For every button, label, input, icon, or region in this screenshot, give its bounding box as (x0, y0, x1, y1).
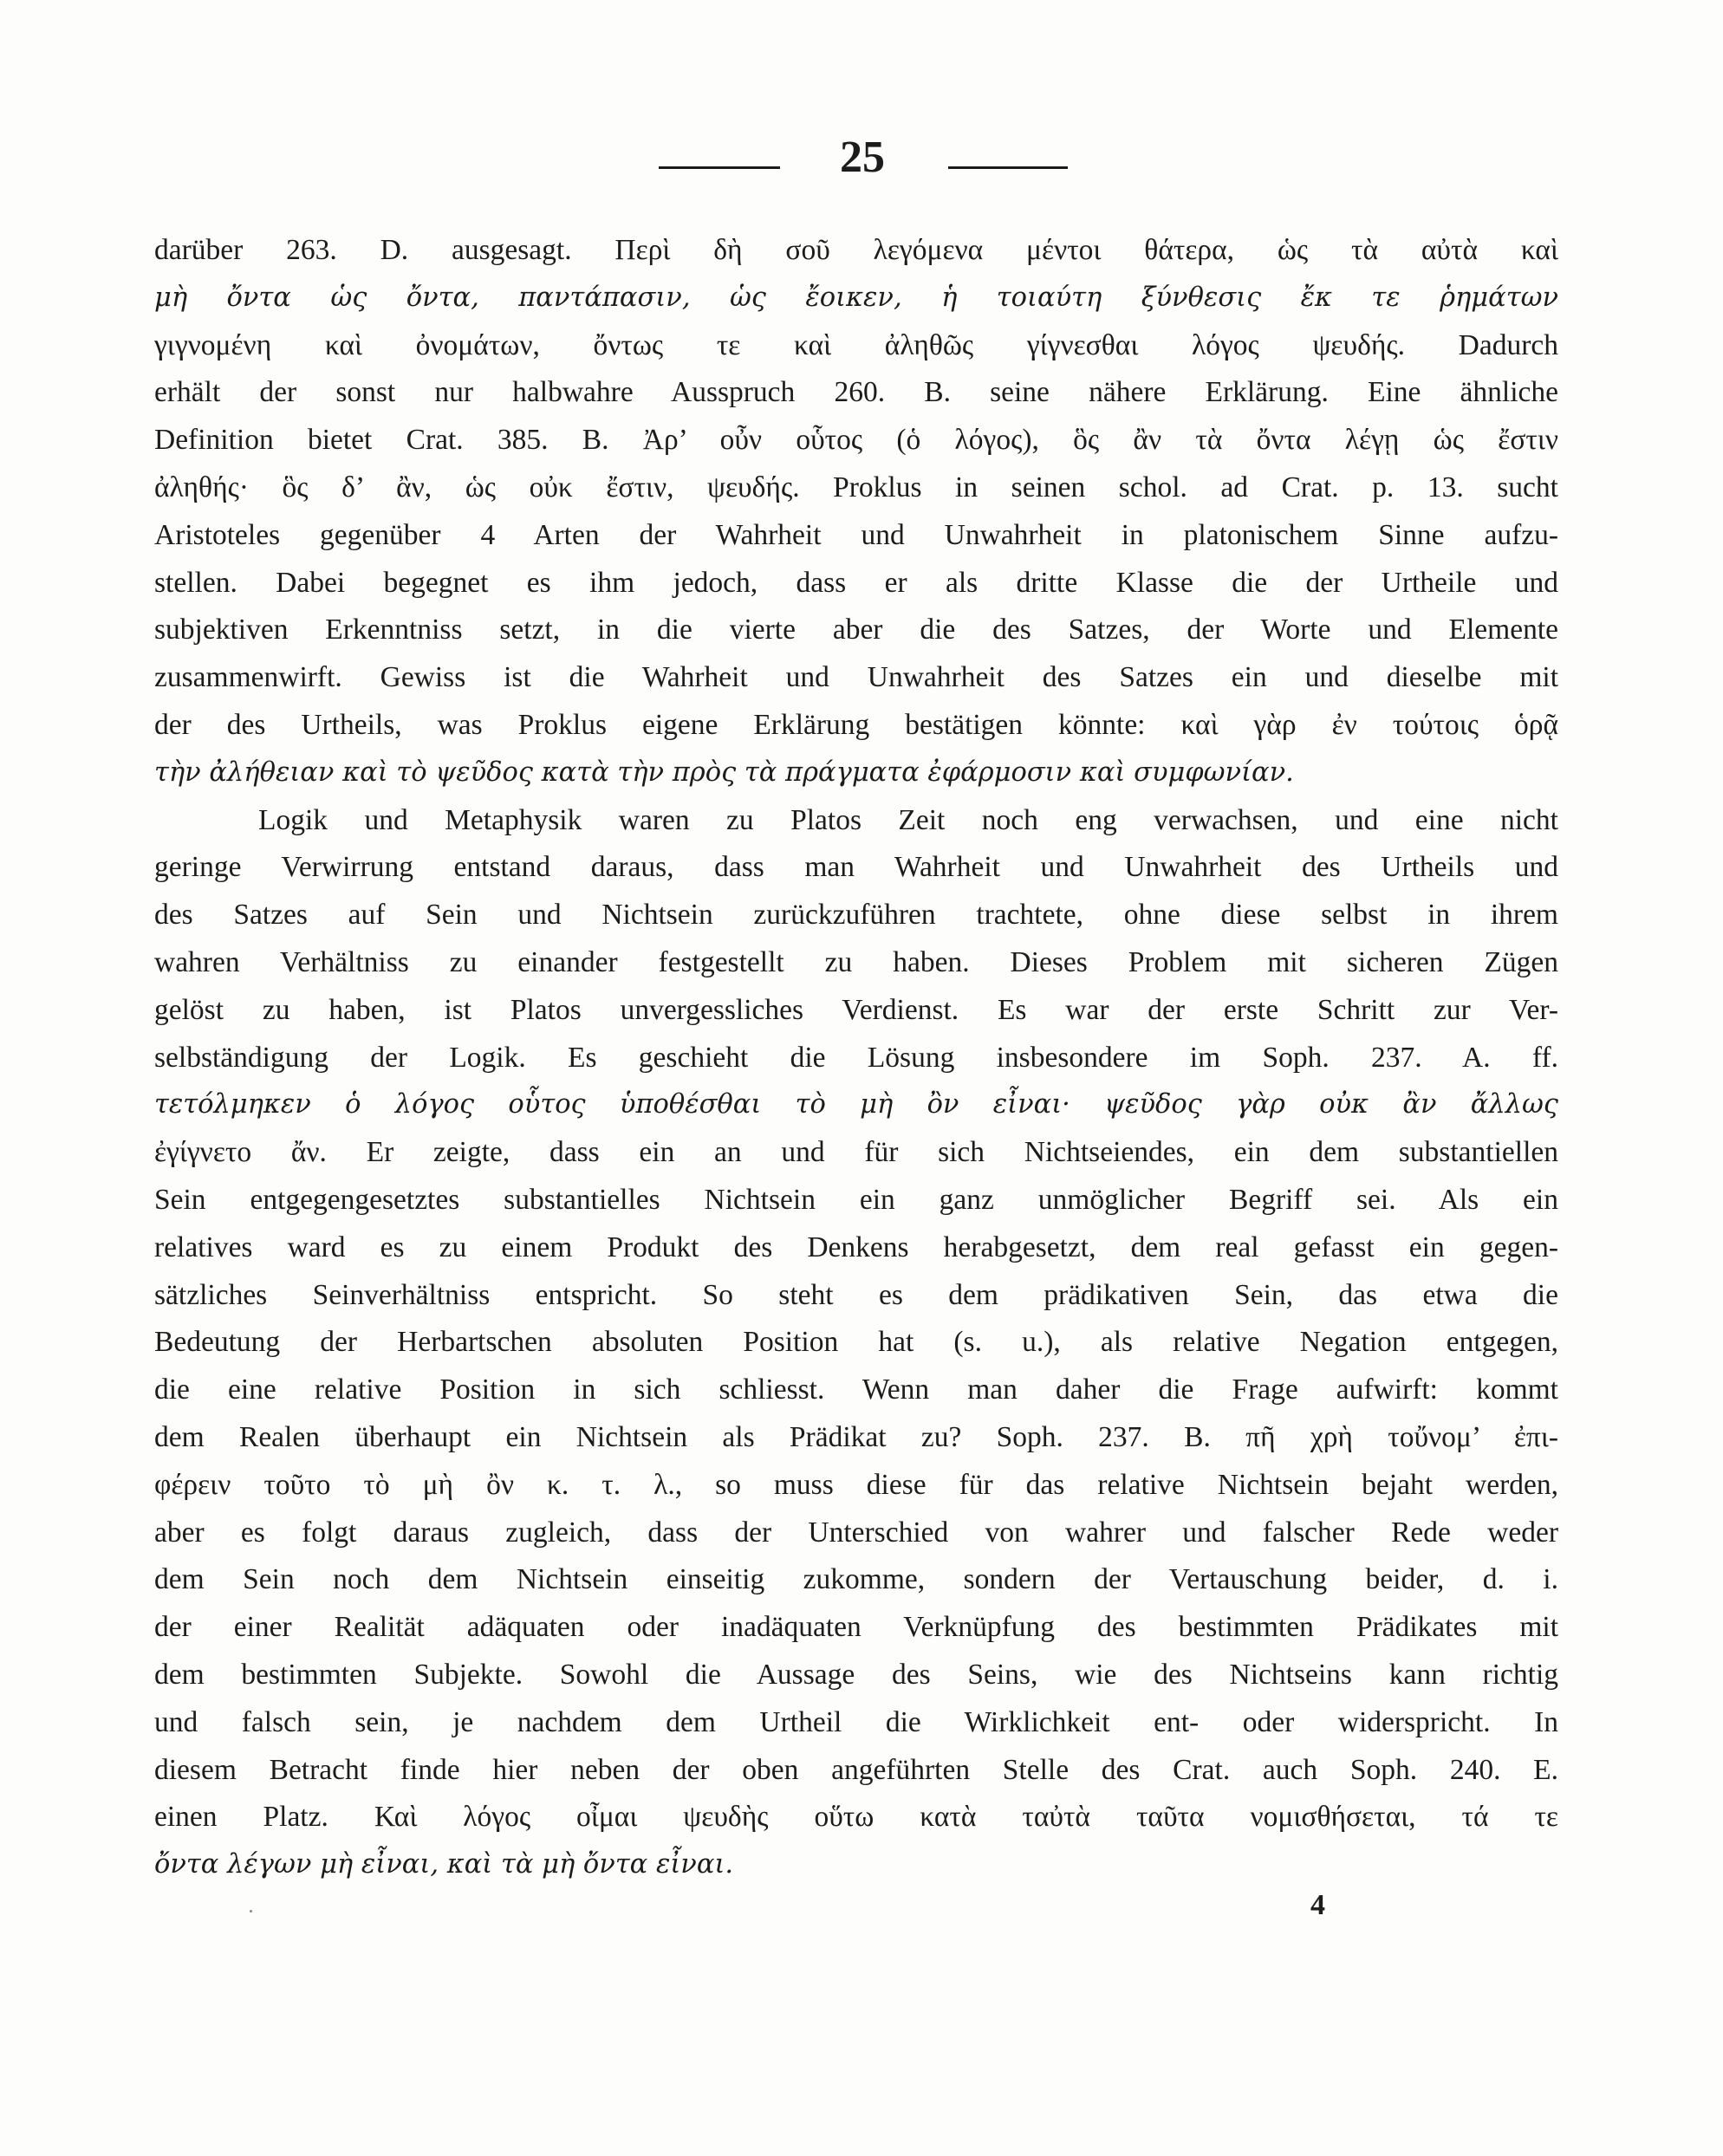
text-line: des Satzes auf Sein und Nichtsein zurückzuführen trachtete, ohne diese selbst in ihrem (154, 899, 1558, 932)
text-line: γιγνομένη καὶ ὀνομάτων, ὄντως τε καὶ ἀληθῶς γίγνεσθαι λόγος ψευδής. Dadurch (154, 328, 1558, 361)
page-header (0, 132, 1723, 184)
stray-dot (250, 1910, 252, 1912)
text-line: ἐγίγνετο ἄν. Er zeigte, dass ein an und für sich Nichtseiendes, ein dem substantiellen (154, 1136, 1558, 1169)
text-line: zusammenwirft. Gewiss ist die Wahrheit und Unwahrheit des Satzes ein und dieselbe mit (154, 661, 1558, 694)
text-line: τὴν ἀλήθειαν καὶ τὸ ψεῦδος κατὰ τὴν πρὸς τὰ πράγματα ἐφάρμοσιν καὶ συμφωνίαν. (154, 757, 1294, 788)
text-line: sätzliches Seinverhältniss entspricht. So steht es dem prädikativen Sein, das etwa die (154, 1278, 1558, 1311)
header-rule-left (659, 166, 780, 169)
text-line: dem Sein noch dem Nichtsein einseitig zukomme, sondern der Vertauschung beider, d. i. (154, 1563, 1558, 1596)
body-text (154, 227, 1558, 1889)
text-line: und falsch sein, je nachdem dem Urtheil die Wirklichkeit ent- oder widerspricht. In (154, 1705, 1558, 1738)
text-line: Aristoteles gegenüber 4 Arten der Wahrheit und Unwahrheit in platonischem Sinne aufzu- (154, 518, 1558, 551)
text-line: μὴ ὄντα ὡς ὄντα, παντάπασιν, ὡς ἔοικεν, ἡ τοιαύτη ξύνθεσις ἔκ τε ῥημάτων (154, 282, 1558, 313)
text-line: ἀληθής· ὃς δ’ ἂν, ὡς οὐκ ἔστιν, ψευδής. Proklus in seinen schol. ad Crat. p. 13. sucht (154, 471, 1558, 503)
header-rule-right (948, 166, 1068, 169)
text-line: φέρειν τοῦτο τὸ μὴ ὂν κ. τ. λ., so muss diese für das relative Nichtsein bejaht werden, (154, 1468, 1558, 1501)
text-line: die eine relative Position in sich schliesst. Wenn man daher die Frage aufwirft: kommt (154, 1373, 1558, 1406)
text-line: einen Platz. Καὶ λόγος οἶμαι ψευδὴς οὕτω κατὰ ταὐτὰ ταῦτα νομισθήσεται, τά τε (154, 1801, 1558, 1834)
text-line: Bedeutung der Herbartschen absoluten Position hat (s. u.), als relative Negation entgegen, (154, 1326, 1558, 1359)
text-line: τετόλμηκεν ὁ λόγος οὗτος ὑποθέσθαι τὸ μὴ ὂν εἶναι· ψεῦδος γὰρ οὐκ ἂν ἄλλως (154, 1089, 1558, 1120)
text-line: aber es folgt daraus zugleich, dass der Unterschied von wahrer und falscher Rede weder (154, 1516, 1558, 1549)
text-line: stellen. Dabei begegnet es ihm jedoch, dass er als dritte Klasse die der Urtheile und (154, 566, 1558, 599)
text-line: dem Realen überhaupt ein Nichtsein als Prädikat zu? Soph. 237. B. πῆ χρὴ τοὔνομ’ ἐπι- (154, 1420, 1558, 1453)
signature-mark: 4 (1310, 1889, 1325, 1921)
page-number: 25 (840, 133, 885, 182)
text-line: Definition bietet Crat. 385. B. Ἀρ’ οὖν οὗτος (ὁ λόγος), ὃς ἂν τὰ ὄντα λέγῃ ὡς ἔστιν (154, 424, 1558, 457)
text-line: dem bestimmten Subjekte. Sowohl die Aussage des Seins, wie des Nichtseins kann richtig (154, 1658, 1558, 1691)
text-line: darüber 263. D. ausgesagt. Περὶ δὴ σοῦ λεγόμενα μέντοι θάτερα, ὡς τὰ αὐτὰ καὶ (154, 234, 1558, 266)
text-line: ὄντα λέγων μὴ εἶναι, καὶ τὰ μὴ ὄντα εἶναι. (154, 1849, 734, 1880)
text-line: wahren Verhältniss zu einander festgestellt zu haben. Dieses Problem mit sicheren Zügen (154, 945, 1558, 978)
text-line: Logik und Metaphysik waren zu Platos Zeit noch eng verwachsen, und eine nicht (258, 803, 1558, 836)
text-line: der einer Realität adäquaten oder inadäquaten Verknüpfung des bestimmten Prädikates mit (154, 1611, 1558, 1644)
text-line: subjektiven Erkenntniss setzt, in die vierte aber die des Satzes, der Worte und Elemente (154, 614, 1558, 646)
text-line: Sein entgegengesetztes substantielles Nichtsein ein ganz unmöglicher Begriff sei. Als ein (154, 1183, 1558, 1216)
text-line: diesem Betracht finde hier neben der oben angeführten Stelle des Crat. auch Soph. 240. E. (154, 1753, 1558, 1786)
text-line: relatives ward es zu einem Produkt des Denkens herabgesetzt, dem real gefasst ein gegen- (154, 1231, 1558, 1263)
text-line: gelöst zu haben, ist Platos unvergessliches Verdienst. Es war der erste Schritt zur Ver- (154, 993, 1558, 1026)
text-line: der des Urtheils, was Proklus eigene Erklärung bestätigen könnte: καὶ γὰρ ἐν τούτοις ὁρᾷ (154, 708, 1558, 741)
text-line: geringe Verwirrung entstand daraus, dass man Wahrheit und Unwahrheit des Urtheils und (154, 851, 1558, 884)
text-line: erhält der sonst nur halbwahre Ausspruch 260. B. seine nähere Erklärung. Eine ähnliche (154, 376, 1558, 409)
text-line: selbständigung der Logik. Es geschieht die Lösung insbesondere im Soph. 237. A. ff. (154, 1041, 1558, 1074)
